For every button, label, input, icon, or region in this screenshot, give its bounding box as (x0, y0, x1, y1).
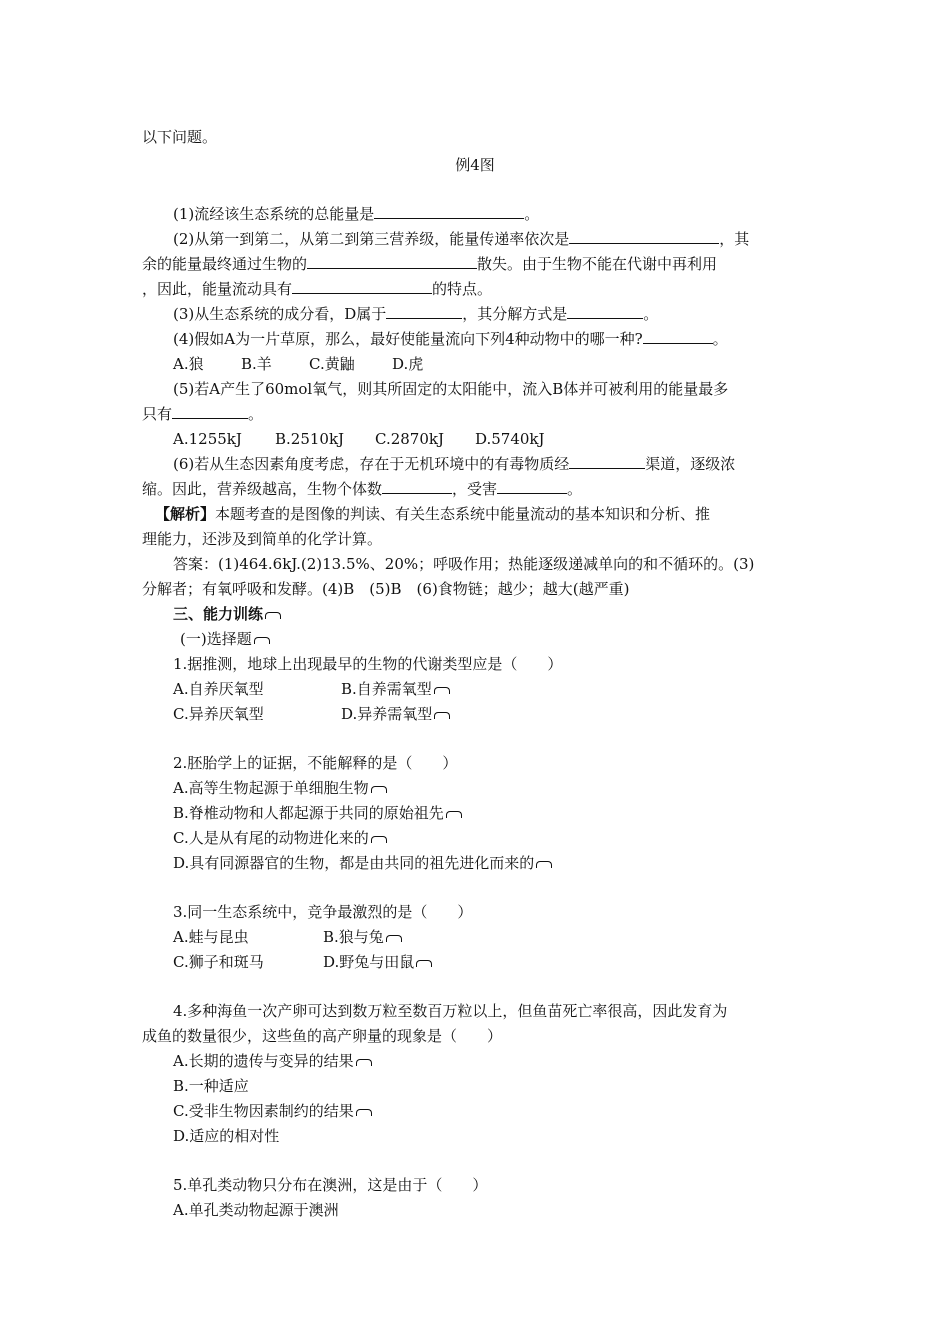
mc2-option-d[interactable]: D.具有同源器官的生物，都是由共同的祖先进化而来的 (173, 854, 535, 872)
paragraph-mark-icon (536, 861, 552, 868)
answer-line2: 分解者；有氧呼吸和发酵。(4)B (5)B (6)食物链；越少；越大(越严重) (142, 580, 630, 598)
mc1-options-row2 (173, 704, 450, 724)
paragraph-mark-icon (356, 1059, 372, 1066)
q1-line (173, 204, 539, 224)
figure-caption: 例4图 (455, 156, 495, 174)
q1-text: (1)流经该生态系统的总能量是 (173, 205, 375, 223)
paragraph-mark-icon (446, 811, 462, 818)
analysis-text-a: 本题考查的是图像的判读、有关生态系统中能量流动的基本知识和分析、推 (215, 505, 711, 523)
q4-options (173, 354, 423, 374)
q5-line2 (142, 404, 263, 424)
q2-blank-1[interactable] (569, 229, 719, 244)
mc2-option-a-line (173, 778, 387, 798)
paragraph-mark-icon (371, 786, 387, 793)
q4-end: 。 (712, 330, 728, 348)
q5-line1: (5)若A产生了60mol氧气，则其所固定的太阳能中，流入B体并可被利用的能量最多 (173, 380, 729, 398)
q6-line1 (173, 454, 735, 474)
mc4-stem-2: 成鱼的数量很少，这些鱼的高产卵量的现象是（ ） (142, 1027, 503, 1045)
paragraph-mark-icon (254, 637, 270, 644)
q5-option-b[interactable]: B.2510kJ (275, 430, 345, 448)
intro-tail: 以下问题。 (142, 128, 218, 146)
mc3-option-d[interactable]: D.野兔与田鼠 (323, 953, 415, 971)
mc4-option-d[interactable]: D.适应的相对性 (173, 1127, 280, 1145)
mc4-option-a-line (173, 1051, 372, 1071)
mc3-option-c[interactable]: C.狮子和斑马 (173, 953, 264, 971)
q2-blank-2[interactable] (307, 254, 477, 269)
q5-blank[interactable] (172, 404, 248, 419)
q4-blank[interactable] (643, 329, 713, 344)
mc1-stem: 1.据推测，地球上出现最早的生物的代谢类型应是（ ） (173, 655, 563, 673)
mc4-stem-1: 4.多种海鱼一次产卵可达到数万粒至数百万粒以上，但鱼苗死亡率很高，因此发育为 (173, 1002, 728, 1020)
mc3-option-b[interactable]: B.狼与兔 (323, 928, 384, 946)
section-title: 三、能力训练 (173, 605, 264, 623)
paragraph-mark-icon (386, 935, 402, 942)
paragraph-mark-icon (434, 712, 450, 719)
mc2-option-c-line (173, 828, 387, 848)
q2-text-a: (2)从第一到第二，从第二到第三营养级，能量传递率依次是 (173, 230, 570, 248)
q4-option-a[interactable]: A.狼 (173, 355, 204, 373)
q5-option-a[interactable]: A.1255kJ (173, 430, 242, 448)
q6-text-b: 渠道，逐级浓 (645, 455, 736, 473)
q2-text-d: 散失。由于生物不能在代谢中再利用 (477, 255, 718, 273)
q6-blank-2[interactable] (382, 479, 452, 494)
q2-text-c: 余的能量最终通过生物的 (142, 255, 308, 273)
q6-blank-1[interactable] (569, 454, 645, 469)
q2-text-b: ，其 (719, 230, 750, 248)
mc4-option-b[interactable]: B.一种适应 (173, 1077, 249, 1095)
paragraph-mark-icon (416, 960, 432, 967)
q2-line1 (173, 229, 749, 249)
mc1-option-d[interactable]: D.异养需氧型 (341, 705, 433, 723)
q6-text-e: 。 (567, 480, 583, 498)
q2-line3 (142, 279, 492, 299)
q5-text-b: 只有 (142, 405, 173, 423)
mc1-options-row1 (173, 679, 450, 699)
answer-line1: 答案：(1)464.6kJ.(2)13.5%、20%；呼吸作用；热能逐级递减单向的和不循环的。(3) (173, 555, 755, 573)
mc2-option-b[interactable]: B.脊椎动物和人都起源于共同的原始祖先 (173, 804, 444, 822)
mc4-option-c-line (173, 1101, 372, 1121)
mc5-option-a[interactable]: A.单孔类动物起源于澳洲 (173, 1201, 339, 1219)
q6-text-c: 缩。因此，营养级越高，生物个体数 (142, 480, 383, 498)
mc5-stem: 5.单孔类动物只分布在澳洲，这是由于（ ） (173, 1176, 488, 1194)
q3-line (173, 304, 658, 324)
q2-line2 (142, 254, 717, 274)
mc1-option-b[interactable]: B.自养需氧型 (341, 680, 432, 698)
section-heading (173, 604, 281, 624)
q2-blank-3[interactable] (292, 279, 432, 294)
mc2-option-c[interactable]: C.人是从有尾的动物进化来的 (173, 829, 369, 847)
mc1-option-a[interactable]: A.自养厌氧型 (173, 680, 264, 698)
subsection-heading (180, 629, 270, 649)
q6-blank-3[interactable] (497, 479, 567, 494)
q4-text: (4)假如A为一片草原，那么，最好使能量流向下列4种动物中的哪一种? (173, 330, 643, 348)
mc2-option-a[interactable]: A.高等生物起源于单细胞生物 (173, 779, 369, 797)
mc3-options-row1 (173, 927, 402, 947)
q4-option-b[interactable]: B.羊 (241, 355, 272, 373)
mc2-option-b-line (173, 803, 462, 823)
q4-line (173, 329, 728, 349)
analysis-line2: 理能力，还涉及到简单的化学计算。 (142, 530, 383, 548)
q6-text-a: (6)若从生态因素角度考虑，存在于无机环境中的有毒物质经 (173, 455, 570, 473)
q5-option-c[interactable]: C.2870kJ (375, 430, 444, 448)
mc2-stem: 2.胚胎学上的证据，不能解释的是（ ） (173, 754, 458, 772)
q3-text-c: 。 (643, 305, 659, 323)
q2-text-e: ，因此，能量流动具有 (142, 280, 293, 298)
q1-blank[interactable] (374, 204, 524, 219)
mc3-options-row2 (173, 952, 432, 972)
mc4-option-c[interactable]: C.受非生物因素制约的结果 (173, 1102, 354, 1120)
q2-text-f: 的特点。 (432, 280, 493, 298)
q5-options (173, 429, 545, 449)
mc3-option-a[interactable]: A.蛙与昆虫 (173, 928, 249, 946)
paragraph-mark-icon (371, 836, 387, 843)
q5-option-d[interactable]: D.5740kJ (475, 430, 545, 448)
q4-option-c[interactable]: C.黄鼬 (309, 355, 355, 373)
mc3-stem: 3.同一生态系统中，竞争最激烈的是（ ） (173, 903, 473, 921)
subsection-title: (一)选择题 (180, 630, 252, 648)
q6-line2 (142, 479, 582, 499)
q3-text-b: ，其分解方式是 (462, 305, 568, 323)
paragraph-mark-icon (434, 687, 450, 694)
mc4-option-a[interactable]: A.长期的遗传与变异的结果 (173, 1052, 354, 1070)
q3-text-a: (3)从生态系统的成分看，D属于 (173, 305, 387, 323)
paragraph-mark-icon (356, 1109, 372, 1116)
analysis-tag: 【解析】 (155, 505, 216, 523)
q4-option-d[interactable]: D.虎 (392, 355, 424, 373)
mc2-option-d-line (173, 853, 552, 873)
q5-end: 。 (248, 405, 264, 423)
mc1-option-c[interactable]: C.异养厌氧型 (173, 705, 264, 723)
paragraph-mark-icon (265, 612, 281, 619)
q3-blank-1[interactable] (386, 304, 462, 319)
q6-text-d: ，受害 (452, 480, 498, 498)
q3-blank-2[interactable] (567, 304, 643, 319)
analysis-line1 (155, 504, 710, 524)
q1-end: 。 (524, 205, 540, 223)
